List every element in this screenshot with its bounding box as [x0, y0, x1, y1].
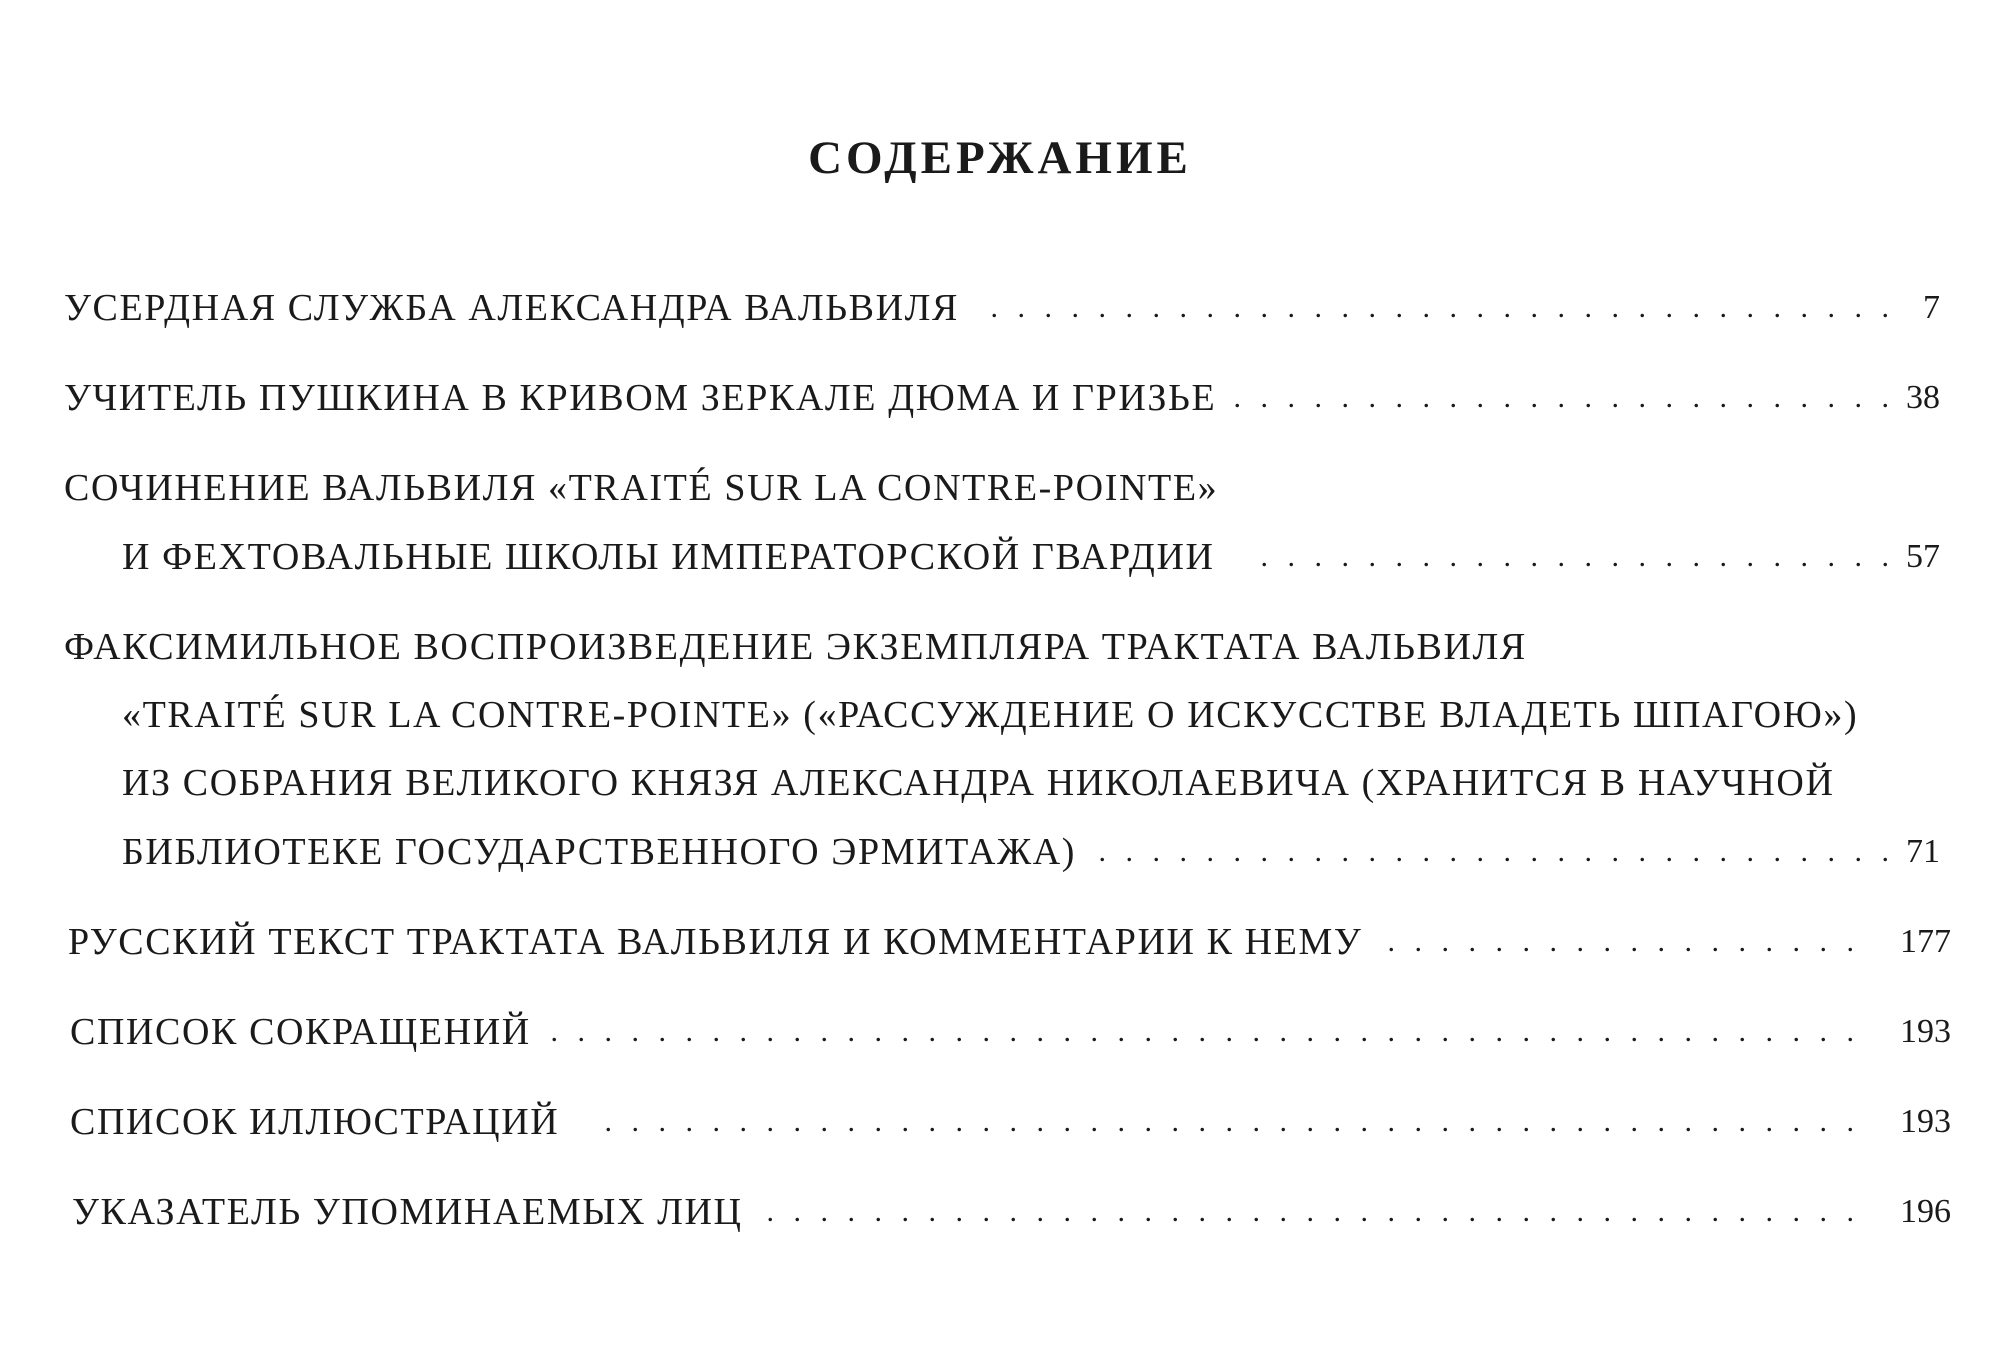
toc-entry-line[interactable]: [0, 617, 2000, 677]
toc-leader-dots: [1240, 527, 1895, 587]
toc-entry-title: СПИСОК СОКРАЩЕНИЙ: [70, 1011, 531, 1053]
toc-leader-dots: [1230, 368, 1895, 428]
toc-entry-line[interactable]: [0, 527, 2000, 587]
toc-entry[interactable]: [0, 1092, 2000, 1152]
toc-entry-line[interactable]: [0, 685, 2000, 745]
toc-entry-title-cont: БИБЛИОТЕКЕ ГОСУДАРСТВЕННОГО ЭРМИТАЖА): [122, 831, 1077, 873]
toc-entry-title: РУССКИЙ ТЕКСТ ТРАКТАТА ВАЛЬВИЛЯ И КОММЕНТАРИИ К НЕМУ: [68, 921, 1363, 963]
toc-leader-dots: [535, 1002, 1860, 1062]
toc-page-number: 38: [1906, 379, 1940, 416]
toc-entry-title: УКАЗАТЕЛЬ УПОМИНАЕМЫХ ЛИЦ: [72, 1191, 743, 1233]
toc-entry[interactable]: [0, 278, 2000, 338]
toc-page-number: 177: [1900, 923, 1951, 960]
toc-entry-title: УЧИТЕЛЬ ПУШКИНА В КРИВОМ ЗЕРКАЛЕ ДЮМА И ГРИЗЬЕ: [64, 377, 1217, 419]
toc-page-number: 193: [1900, 1013, 1951, 1050]
toc-entry[interactable]: [0, 368, 2000, 428]
toc-page-number: 7: [1923, 289, 1940, 326]
toc-leader-dots: [750, 1182, 1860, 1242]
toc-leader-dots: [1388, 912, 1860, 972]
toc-entry[interactable]: [0, 912, 2000, 972]
toc-entry[interactable]: [0, 1182, 2000, 1242]
toc-leader-dots: [1100, 822, 1895, 882]
toc-leader-dots: [590, 1092, 1860, 1152]
toc-entry-title: ФАКСИМИЛЬНОЕ ВОСПРОИЗВЕДЕНИЕ ЭКЗЕМПЛЯРА ТРАКТАТА ВАЛЬВИЛЯ: [64, 626, 1527, 668]
toc-entry-line[interactable]: [0, 822, 2000, 882]
toc-page-number: 196: [1900, 1193, 1951, 1230]
toc-page-number: 71: [1906, 833, 1940, 870]
toc-entry-title: СОЧИНЕНИЕ ВАЛЬВИЛЯ «TRAITÉ SUR LA CONTRE-POINTE»: [64, 467, 1219, 509]
toc-entry-title-cont: И ФЕХТОВАЛЬНЫЕ ШКОЛЫ ИМПЕРАТОРСКОЙ ГВАРДИИ: [122, 536, 1215, 578]
toc-leader-dots: [975, 278, 1895, 338]
page-title: СОДЕРЖАНИЕ: [808, 132, 1192, 184]
toc-entry[interactable]: [0, 1002, 2000, 1062]
toc-entry-line[interactable]: [0, 753, 2000, 813]
toc-entry-title: УСЕРДНАЯ СЛУЖБА АЛЕКСАНДРА ВАЛЬВИЛЯ: [64, 287, 959, 329]
toc-entry-title: СПИСОК ИЛЛЮСТРАЦИЙ: [70, 1101, 560, 1143]
toc-entry-title-cont: «TRAITÉ SUR LA CONTRE-POINTE» («РАССУЖДЕНИЕ О ИСКУССТВЕ ВЛАДЕТЬ ШПАГОЮ»): [122, 694, 1859, 736]
toc-page-number: 57: [1906, 538, 1940, 575]
toc-entry-title-cont: ИЗ СОБРАНИЯ ВЕЛИКОГО КНЯЗЯ АЛЕКСАНДРА НИКОЛАЕВИЧА (ХРАНИТСЯ В НАУЧНОЙ: [122, 762, 1835, 804]
toc-page-number: 193: [1900, 1103, 1951, 1140]
toc-entry-line[interactable]: [0, 458, 2000, 518]
